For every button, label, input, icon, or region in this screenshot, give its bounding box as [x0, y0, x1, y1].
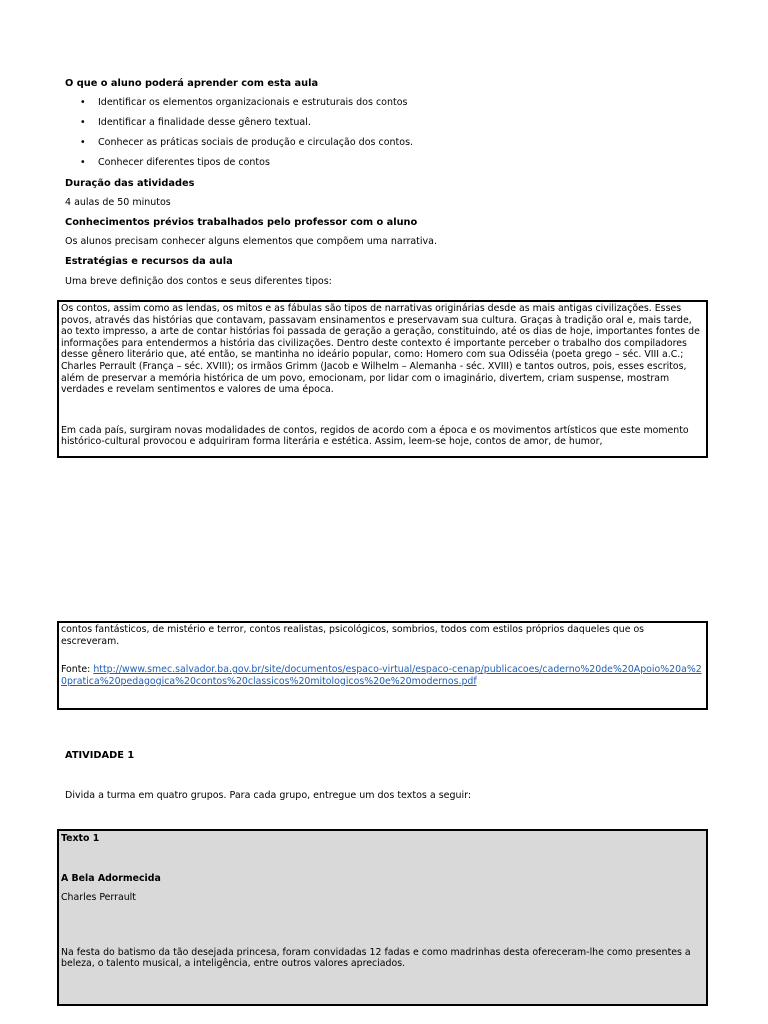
story-body: Na festa do batismo da tão desejada princesa, foram convidadas 12 fadas e como madrinhas desta ofereceram-lhe como presentes a beleza, o talento musical, a inteligência, entre outros valores apreciados.	[61, 946, 691, 970]
definition-continuation: contos fantásticos, de mistério e terror, contos realistas, psicológicos, sombrios, todos com estilos próprios daqueles que os escreveram.	[61, 624, 645, 647]
story-title: A Bela Adormecida	[61, 872, 161, 884]
text-1-label: Texto 1	[61, 833, 100, 844]
bullet-icon: •	[80, 137, 86, 148]
definition-box-continued	[57, 621, 708, 710]
definition-paragraph-2: Em cada país, surgiram novas modalidades de contos, regidos de acordo com a época e os movimentos artísticos que este momento histórico-cultural provocou e adquiriram forma literária e estética. Assim, leem-se hoje, contos de amor, de humor,	[61, 424, 689, 448]
source-label: Fonte:	[61, 664, 94, 676]
bullet-icon: •	[80, 97, 86, 108]
source-link[interactable]: http://www.smec.salvador.ba.gov.br/site/documentos/espaco-virtual/espaco-cenap/publicacoes/caderno%20de%20Apoio%20a%20pratica%20pedagogica%20contos%20classicos%20mitologicos%20e%20modernos.pdf	[61, 664, 702, 687]
definition-paragraph-1: Os contos, assim como as lendas, os mitos e as fábulas são tipos de narrativas originárias desde as mais antigas civilizações. Esses povos, através das histórias que contavam, passavam ensinamentos e preservavam sua cultura. Graças à tradição oral e, mais tarde, ao texto impresso, a arte de contar histórias foi passada de geração a geração, constituindo, até os dias de hoje, importantes fontes de informações para entendermos a história das civilizações. Dentro deste contexto é importante perceber o trabalho dos compiladores desse gênero literário que, até então, se mantinha no ideário popular, como: Homero com sua Odisséia (poeta grego – séc. VIII a.C.; Charles Perrault (França – séc. XVIII); os irmãos Grimm (Jacob e Wilhelm – Alemanha - séc. XVIII) e tantos outros, pois, esses escritos, além de preservar a memória histórica de um povo, emocionam, por lidar com o imaginário, divertem, criam suspense, mostram verdades e revelam sentimentos e valores de uma época.	[61, 303, 700, 396]
section-heading-conhecimentos: Conhecimentos prévios trabalhados pelo professor com o aluno	[65, 217, 418, 228]
list-item-text: Conhecer diferentes tipos de contos	[98, 157, 270, 168]
list-item-text: Identificar a finalidade desse gênero textual.	[98, 117, 311, 128]
bullet-icon: •	[80, 117, 86, 128]
duration-text: 4 aulas de 50 minutos	[65, 197, 171, 208]
text-1-box	[57, 829, 708, 1006]
section-heading-aprendizagem: O que o aluno poderá aprender com esta aula	[65, 78, 319, 89]
activity-instruction: Divida a turma em quatro grupos. Para cada grupo, entregue um dos textos a seguir:	[65, 790, 472, 801]
activity-heading: ATIVIDADE 1	[65, 750, 135, 761]
bullet-icon: •	[80, 157, 86, 168]
section-heading-estrategias: Estratégias e recursos da aula	[65, 256, 233, 267]
story-author: Charles Perrault	[61, 892, 136, 904]
prior-knowledge-text: Os alunos precisam conhecer alguns elementos que compõem uma narrativa.	[65, 236, 438, 247]
definition-box	[57, 300, 708, 458]
source-citation	[61, 664, 704, 687]
list-item-text: Conhecer as práticas sociais de produção e circulação dos contos.	[98, 137, 414, 148]
strategies-text: Uma breve definição dos contos e seus diferentes tipos:	[65, 276, 332, 287]
list-item-text: Identificar os elementos organizacionais e estruturais dos contos	[98, 97, 408, 108]
section-heading-duracao: Duração das atividades	[65, 178, 195, 189]
